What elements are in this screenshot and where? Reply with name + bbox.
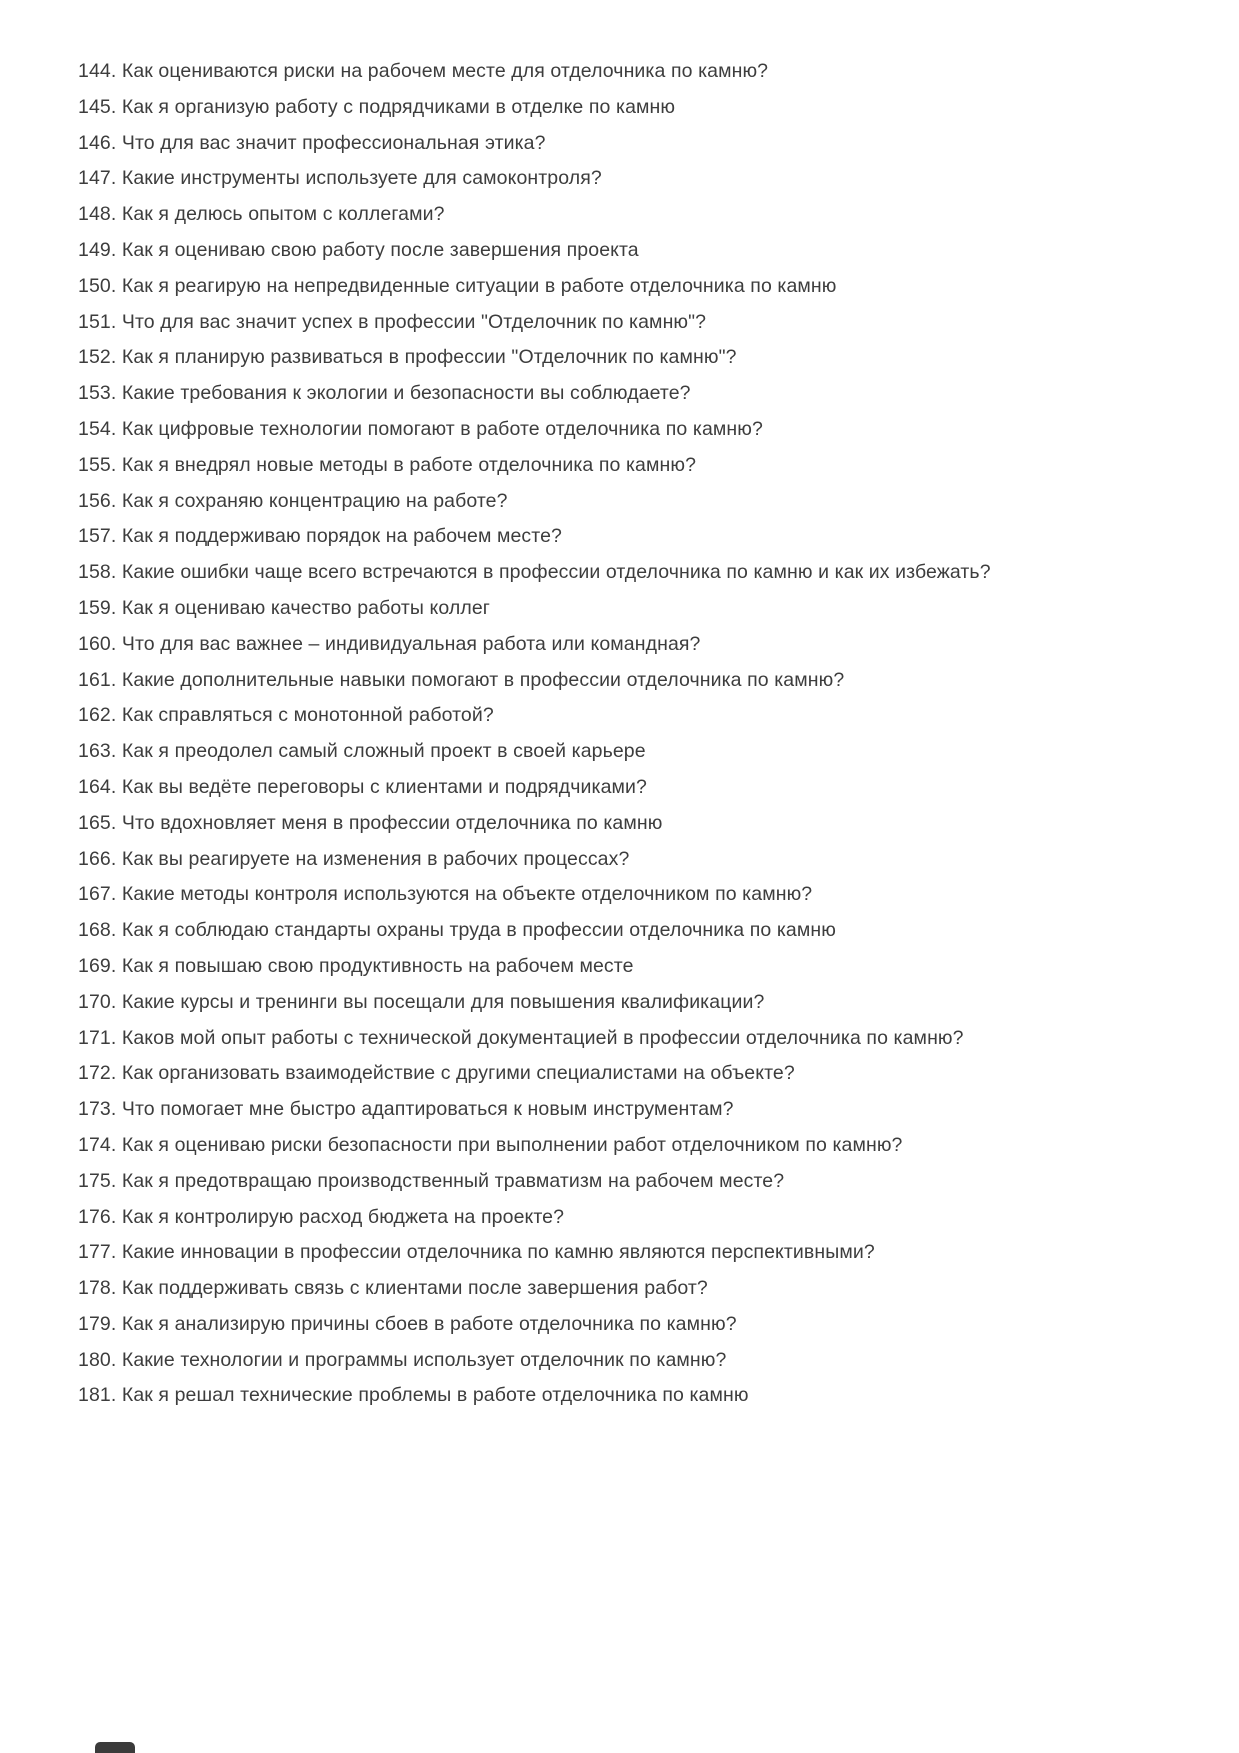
list-item: 167. Какие методы контроля используются на объекте отделочником по камню? [78, 883, 813, 906]
list-item: 162. Как справляться с монотонной работой? [78, 704, 494, 727]
list-item: 174. Как я оцениваю риски безопасности при выполнении работ отделочником по камню? [78, 1133, 903, 1156]
list-item: 150. Как я реагирую на непредвиденные ситуации в работе отделочника по камню [78, 274, 837, 297]
list-item: 152. Как я планирую развиваться в профессии "Отделочник по камню"? [78, 346, 737, 369]
list-item: 166. Как вы реагируете на изменения в рабочих процессах? [78, 847, 630, 870]
list-item: 173. Что помогает мне быстро адаптироваться к новым инструментам? [78, 1098, 734, 1121]
list-item: 170. Какие курсы и тренинги вы посещали для повышения квалификации? [78, 990, 765, 1013]
list-item: 179. Как я анализирую причины сбоев в работе отделочника по камню? [78, 1312, 737, 1335]
list-item: 160. Что для вас важнее – индивидуальная работа или командная? [78, 632, 701, 655]
list-item: 145. Как я организую работу с подрядчиками в отделке по камню [78, 95, 676, 118]
list-item: 161. Какие дополнительные навыки помогают в профессии отделочника по камню? [78, 668, 845, 691]
list-item: 147. Какие инструменты используете для самоконтроля? [78, 167, 602, 190]
list-item: 159. Как я оцениваю качество работы коллег [78, 596, 491, 619]
list-item: 154. Как цифровые технологии помогают в работе отделочника по камню? [78, 417, 763, 440]
list-item: 164. Как вы ведёте переговоры с клиентами и подрядчиками? [78, 775, 647, 798]
list-item: 181. Как я решал технические проблемы в работе отделочника по камню [78, 1384, 749, 1407]
list-item: 177. Какие инновации в профессии отделочника по камню являются перспективными? [78, 1241, 875, 1264]
list-item: 155. Как я внедрял новые методы в работе отделочника по камню? [78, 453, 697, 476]
list-item: 153. Какие требования к экологии и безопасности вы соблюдаете? [78, 382, 691, 405]
list-item: 163. Как я преодолел самый сложный проект в своей карьере [78, 740, 646, 763]
list-item: 175. Как я предотвращаю производственный травматизм на рабочем месте? [78, 1169, 785, 1192]
list-item: 157. Как я поддерживаю порядок на рабочем месте? [78, 525, 562, 548]
list-item: 180. Какие технологии и программы использует отделочник по камню? [78, 1348, 727, 1371]
question-list [78, 54, 1170, 1414]
list-item: 172. Как организовать взаимодействие с другими специалистами на объекте? [78, 1062, 795, 1085]
list-item: 169. Как я повышаю свою продуктивность на рабочем месте [78, 954, 634, 977]
list-item: 149. Как я оцениваю свою работу после завершения проекта [78, 238, 639, 261]
list-item: 151. Что для вас значит успех в профессии "Отделочник по камню"? [78, 310, 707, 333]
list-item: 148. Как я делюсь опытом с коллегами? [78, 203, 445, 226]
list-item: 156. Как я сохраняю концентрацию на работе? [78, 489, 508, 512]
list-item: 146. Что для вас значит профессиональная этика? [78, 131, 546, 154]
bottom-bar-fragment [95, 1742, 135, 1753]
list-item: 171. Каков мой опыт работы с технической документацией в профессии отделочника по камню? [78, 1026, 964, 1049]
list-item: 168. Как я соблюдаю стандарты охраны труда в профессии отделочника по камню [78, 919, 836, 942]
list-item: 165. Что вдохновляет меня в профессии отделочника по камню [78, 811, 663, 834]
list-item: 144. Как оцениваются риски на рабочем месте для отделочника по камню? [78, 60, 769, 82]
list-item: 178. Как поддерживать связь с клиентами после завершения работ? [78, 1277, 708, 1300]
list-item: 176. Как я контролирую расход бюджета на проекте? [78, 1205, 565, 1228]
list-item: 158. Какие ошибки чаще всего встречаются в профессии отделочника по камню и как их избежать? [78, 561, 991, 584]
